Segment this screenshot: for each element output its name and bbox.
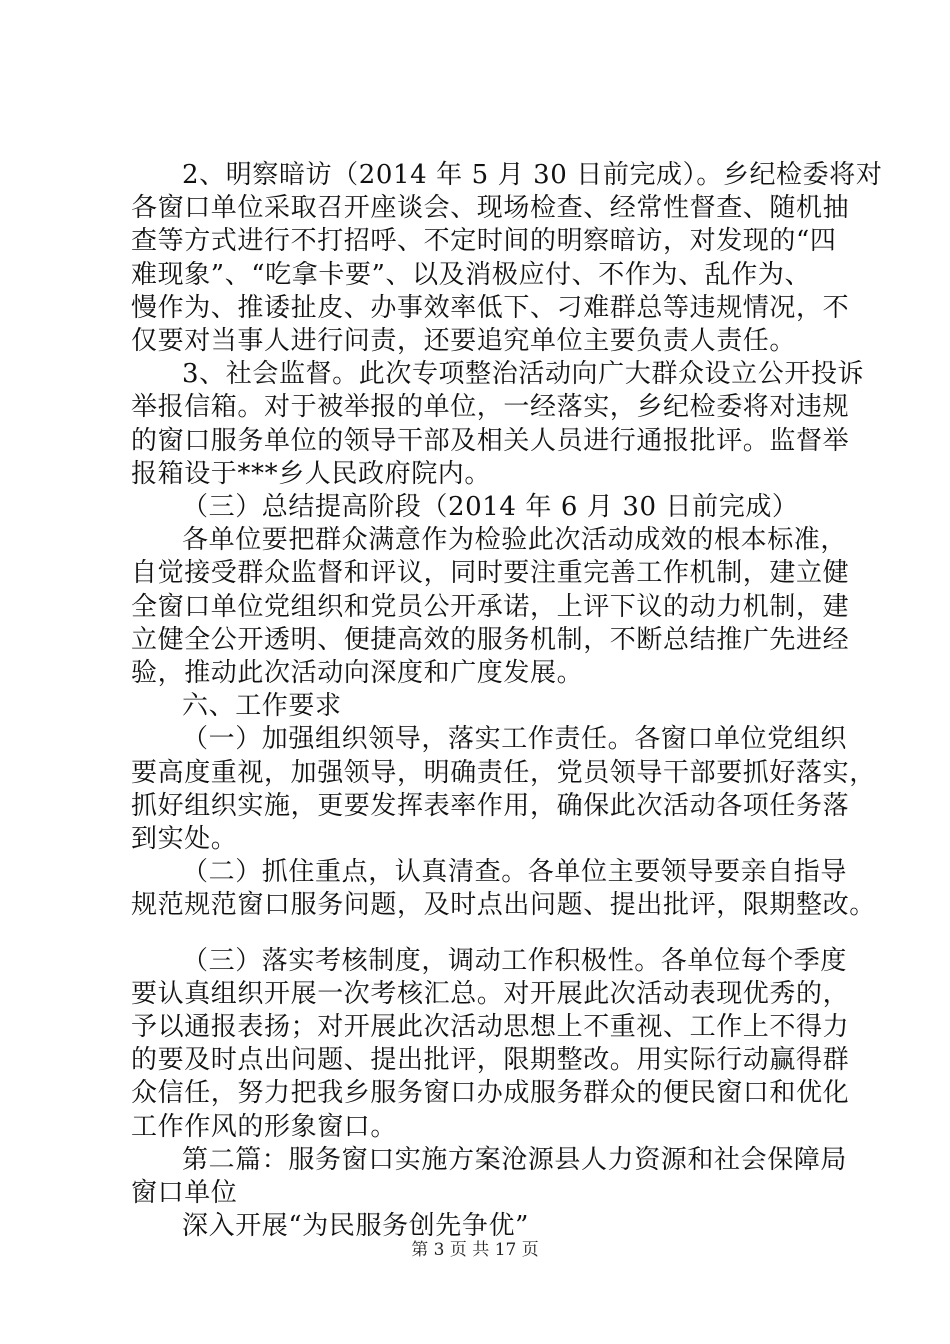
paragraph-line: 各窗口单位采取召开座谈会、现场检查、经常性督查、随机抽 [131, 193, 850, 223]
paragraph-line: 要认真组织开展一次考核汇总。对开展此次活动表现优秀的， [131, 979, 850, 1009]
paragraph-line: 立健全公开透明、便捷高效的服务机制，不断总结推广先进经 [131, 625, 850, 655]
paragraph-line: 仅要对当事人进行问责，还要追究单位主要负责人责任。 [131, 326, 797, 356]
paragraph-line: 的要及时点出问题、提出批评，限期整改。用实际行动赢得群 [131, 1045, 850, 1075]
paragraph-line: 3、社会监督。此次专项整治活动向广大群众设立公开投诉 [182, 359, 865, 389]
paragraph-line: 众信任，努力把我乡服务窗口办成服务群众的便民窗口和优化 [131, 1078, 850, 1108]
paragraph-line: 规范规范窗口服务问题，及时点出问题、提出批评，限期整改。 [131, 890, 876, 920]
paragraph-line: 窗口单位 [131, 1178, 238, 1208]
paragraph-line: （三）落实考核制度，调动工作积极性。各单位每个季度 [182, 946, 848, 976]
paragraph-line: 抓好组织实施，更要发挥表率作用，确保此次活动各项任务落 [131, 791, 850, 821]
paragraph-line: 深入开展“为民服务创先争优” [182, 1211, 529, 1241]
paragraph-line: 工作作风的形象窗口。 [131, 1112, 398, 1142]
section-heading: 六、工作要求 [182, 691, 342, 721]
paragraph-line: （一）加强组织领导，落实工作责任。各窗口单位党组织 [182, 724, 848, 754]
paragraph-line: 查等方式进行不打招呼、不定时间的明察暗访，对发现的“四 [131, 226, 837, 256]
paragraph-line: 自觉接受群众监督和评议，同时要注重完善工作机制，建立健 [131, 558, 850, 588]
paragraph-line: 全窗口单位党组织和党员公开承诺，上评下议的动力机制，建 [131, 592, 850, 622]
paragraph-line: 的窗口服务单位的领导干部及相关人员进行通报批评。监督举 [131, 426, 850, 456]
paragraph-line: 各单位要把群众满意作为检验此次活动成效的根本标准， [182, 525, 848, 555]
paragraph-line: 验，推动此次活动向深度和广度发展。 [131, 658, 584, 688]
paragraph-line: 2、明察暗访（2014 年 5 月 30 日前完成）。乡纪检委将对 [182, 160, 883, 190]
paragraph-line: 予以通报表扬；对开展此次活动思想上不重视、工作上不得力 [131, 1012, 850, 1042]
paragraph-line: 举报信箱。对于被举报的单位，一经落实，乡纪检委将对违规 [131, 392, 850, 422]
page-number-footer: 第 3 页 共 17 页 [411, 1240, 539, 1260]
paragraph-line: 要高度重视，加强领导，明确责任，党员领导干部要抓好落实， [131, 758, 876, 788]
paragraph-line: 到实处。 [131, 824, 238, 854]
section-heading: 第二篇：服务窗口实施方案沧源县人力资源和社会保障局 [182, 1145, 848, 1175]
paragraph-line: 报箱设于***乡人民政府院内。 [131, 459, 492, 489]
paragraph-line: 难现象”、“吃拿卡要”、以及消极应付、不作为、乱作为、 [131, 260, 812, 290]
paragraph-line: （二）抓住重点，认真清查。各单位主要领导要亲自指导 [182, 857, 848, 887]
paragraph-line: 慢作为、推诿扯皮、办事效率低下、刁难群总等违规情况，不 [131, 293, 850, 323]
section-heading: （三）总结提高阶段（2014 年 6 月 30 日前完成） [182, 492, 799, 522]
